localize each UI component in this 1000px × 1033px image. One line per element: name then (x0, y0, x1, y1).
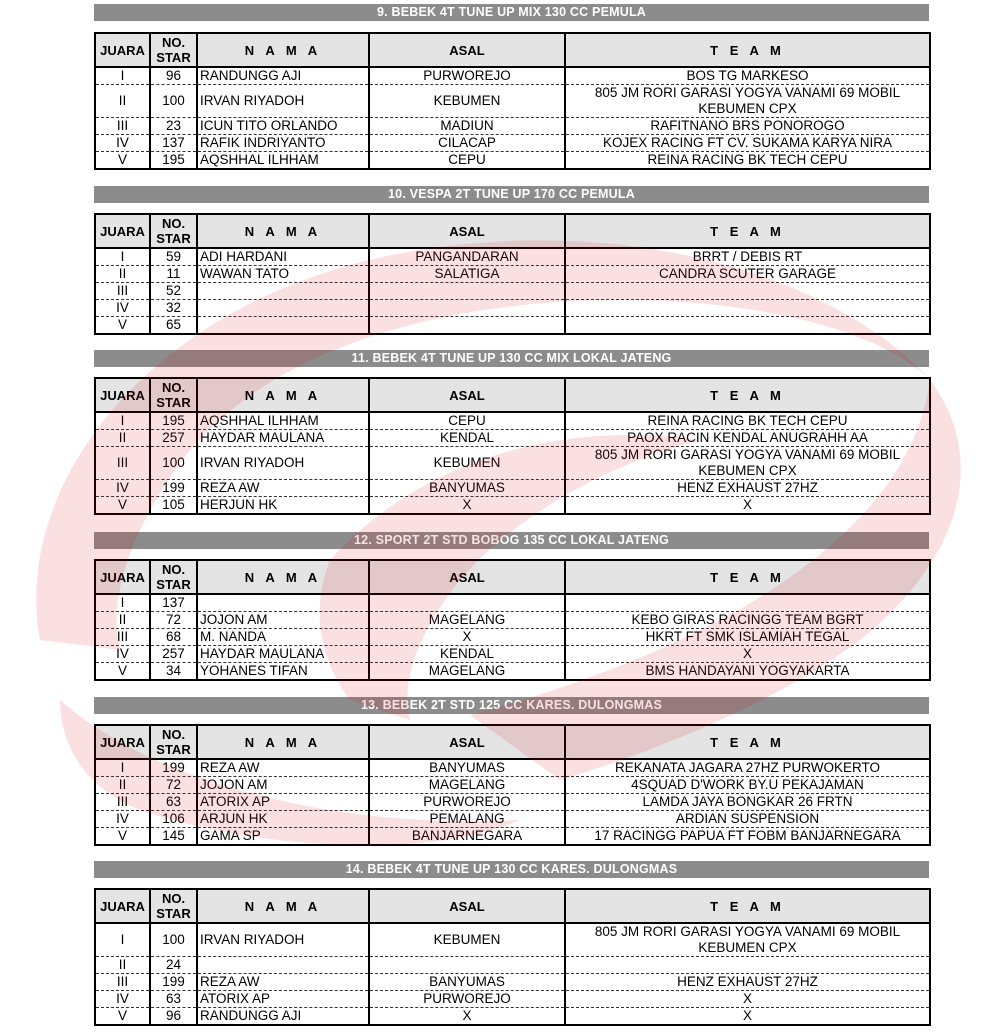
table-row (95, 1008, 930, 1026)
header-no-star (150, 560, 197, 594)
table-row (95, 828, 930, 846)
no-star-cell: 65 (150, 317, 197, 335)
team-cell: 4SQUAD D'WORK BY.U PEKAJAMAN (565, 777, 930, 794)
nama-cell: IRVAN RIYADOH (197, 923, 369, 957)
header-star-label: STAR (156, 231, 191, 246)
asal-cell: KENDAL (369, 646, 565, 663)
juara-cell: V (95, 152, 150, 170)
juara-cell: IV (95, 480, 150, 497)
table-row (95, 412, 930, 430)
header-asal: ASAL (369, 378, 565, 412)
no-star-cell: 63 (150, 991, 197, 1008)
juara-cell: III (95, 629, 150, 646)
header-nama: N A M A (197, 725, 369, 759)
team-cell: HENZ EXHAUST 27HZ (565, 974, 930, 991)
header-no-star (150, 33, 197, 67)
nama-cell: ADI HARDANI (197, 248, 369, 266)
table-row (95, 646, 930, 663)
team-cell (565, 317, 930, 335)
nama-cell: REZA AW (197, 974, 369, 991)
section-title: 14. BEBEK 4T TUNE UP 130 CC KARES. DULONGMAS (94, 861, 929, 878)
no-star-cell: 59 (150, 248, 197, 266)
table-row (95, 612, 930, 629)
nama-cell (197, 957, 369, 974)
juara-cell: II (95, 85, 150, 118)
team-cell: HENZ EXHAUST 27HZ (565, 480, 930, 497)
juara-cell: IV (95, 646, 150, 663)
no-star-cell: 100 (150, 923, 197, 957)
header-team: T E A M (565, 725, 930, 759)
no-star-cell: 257 (150, 430, 197, 447)
no-star-cell: 137 (150, 594, 197, 612)
nama-cell: HAYDAR MAULANA (197, 430, 369, 447)
juara-cell: IV (95, 300, 150, 317)
nama-cell (197, 594, 369, 612)
no-star-cell: 199 (150, 759, 197, 777)
nama-cell: HERJUN HK (197, 497, 369, 515)
nama-cell: RANDUNGG AJI (197, 67, 369, 85)
team-cell: REKANATA JAGARA 27HZ PURWOKERTO (565, 759, 930, 777)
table-row (95, 594, 930, 612)
section-title: 11. BEBEK 4T TUNE UP 130 CC MIX LOKAL JATENG (94, 350, 929, 367)
asal-cell: PURWOREJO (369, 991, 565, 1008)
asal-cell: BANJARNEGARA (369, 828, 565, 846)
asal-cell: PANGANDARAN (369, 248, 565, 266)
no-star-cell: 100 (150, 447, 197, 480)
asal-cell: BANYUMAS (369, 974, 565, 991)
asal-cell (369, 957, 565, 974)
no-star-cell: 32 (150, 300, 197, 317)
nama-cell (197, 300, 369, 317)
no-star-cell: 72 (150, 777, 197, 794)
header-no-label: NO. (161, 216, 186, 231)
asal-cell: X (369, 629, 565, 646)
table-header (95, 560, 930, 594)
nama-cell: GAMA SP (197, 828, 369, 846)
header-star-label: STAR (156, 577, 191, 592)
section-title: 12. SPORT 2T STD BOBOG 135 CC LOKAL JATENG (94, 532, 929, 549)
team-cell: 805 JM RORI GARASI YOGYA VANAMI 69 MOBIL KEBUMEN CPX (565, 85, 930, 118)
table-row (95, 957, 930, 974)
no-star-cell: 52 (150, 283, 197, 300)
asal-cell: CILACAP (369, 135, 565, 152)
nama-cell: ATORIX AP (197, 991, 369, 1008)
asal-cell: BANYUMAS (369, 759, 565, 777)
team-cell: REINA RACING BK TECH CEPU (565, 152, 930, 170)
asal-cell: KEBUMEN (369, 447, 565, 480)
no-star-cell: 145 (150, 828, 197, 846)
table-row (95, 135, 930, 152)
team-cell: REINA RACING BK TECH CEPU (565, 412, 930, 430)
header-no-star (150, 725, 197, 759)
team-cell: X (565, 646, 930, 663)
team-cell: X (565, 1008, 930, 1026)
header-no-star (150, 214, 197, 248)
table-row (95, 248, 930, 266)
no-star-cell: 100 (150, 85, 197, 118)
juara-cell: V (95, 1008, 150, 1026)
juara-cell: I (95, 412, 150, 430)
table-header (95, 725, 930, 759)
table-row (95, 67, 930, 85)
header-nama: N A M A (197, 33, 369, 67)
header-nama: N A M A (197, 378, 369, 412)
no-star-cell: 257 (150, 646, 197, 663)
no-star-cell: 63 (150, 794, 197, 811)
asal-cell: MADIUN (369, 118, 565, 135)
nama-cell: ARJUN HK (197, 811, 369, 828)
header-no-star (150, 378, 197, 412)
table-row (95, 152, 930, 170)
nama-cell: RAFIK INDRIYANTO (197, 135, 369, 152)
table-row (95, 85, 930, 118)
asal-cell: CEPU (369, 412, 565, 430)
juara-cell: V (95, 828, 150, 846)
table-row (95, 663, 930, 681)
no-star-cell: 195 (150, 412, 197, 430)
juara-cell: I (95, 759, 150, 777)
header-juara: JUARA (95, 560, 150, 594)
nama-cell: RANDUNGG AJI (197, 1008, 369, 1026)
results-table (94, 559, 931, 681)
team-cell: 805 JM RORI GARASI YOGYA VANAMI 69 MOBIL KEBUMEN CPX (565, 447, 930, 480)
juara-cell: II (95, 430, 150, 447)
header-asal: ASAL (369, 214, 565, 248)
header-star-label: STAR (156, 906, 191, 921)
nama-cell (197, 317, 369, 335)
juara-cell: V (95, 317, 150, 335)
table-row (95, 794, 930, 811)
table-row (95, 991, 930, 1008)
juara-cell: III (95, 283, 150, 300)
table-header (95, 33, 930, 67)
team-cell: X (565, 497, 930, 515)
juara-cell: IV (95, 991, 150, 1008)
nama-cell: IRVAN RIYADOH (197, 85, 369, 118)
no-star-cell: 195 (150, 152, 197, 170)
asal-cell: KEBUMEN (369, 923, 565, 957)
juara-cell: IV (95, 135, 150, 152)
header-nama: N A M A (197, 214, 369, 248)
team-cell: KOJEX RACING FT CV. SUKAMA KARYA NIRA (565, 135, 930, 152)
team-cell: BRRT / DEBIS RT (565, 248, 930, 266)
header-juara: JUARA (95, 214, 150, 248)
no-star-cell: 72 (150, 612, 197, 629)
table-row (95, 777, 930, 794)
header-nama: N A M A (197, 560, 369, 594)
nama-cell: JOJON AM (197, 777, 369, 794)
nama-cell: REZA AW (197, 759, 369, 777)
juara-cell: III (95, 794, 150, 811)
asal-cell: MAGELANG (369, 663, 565, 681)
table-row (95, 629, 930, 646)
table-row (95, 447, 930, 480)
header-team: T E A M (565, 889, 930, 923)
juara-cell: I (95, 923, 150, 957)
juara-cell: I (95, 594, 150, 612)
header-asal: ASAL (369, 889, 565, 923)
table-row (95, 480, 930, 497)
team-cell (565, 594, 930, 612)
asal-cell: X (369, 497, 565, 515)
nama-cell: AQSHHAL ILHHAM (197, 152, 369, 170)
team-cell: CANDRA SCUTER GARAGE (565, 266, 930, 283)
nama-cell: ICUN TITO ORLANDO (197, 118, 369, 135)
team-cell (565, 957, 930, 974)
asal-cell: MAGELANG (369, 777, 565, 794)
team-cell: KEBO GIRAS RACINGG TEAM BGRT (565, 612, 930, 629)
nama-cell (197, 283, 369, 300)
header-star-label: STAR (156, 742, 191, 757)
header-juara: JUARA (95, 378, 150, 412)
table-row (95, 317, 930, 335)
no-star-cell: 105 (150, 497, 197, 515)
no-star-cell: 24 (150, 957, 197, 974)
juara-cell: II (95, 777, 150, 794)
nama-cell: WAWAN TATO (197, 266, 369, 283)
juara-cell: III (95, 974, 150, 991)
nama-cell: AQSHHAL ILHHAM (197, 412, 369, 430)
section-title: 10. VESPA 2T TUNE UP 170 CC PEMULA (94, 186, 929, 203)
table-row (95, 283, 930, 300)
no-star-cell: 199 (150, 480, 197, 497)
no-star-cell: 199 (150, 974, 197, 991)
nama-cell: REZA AW (197, 480, 369, 497)
asal-cell: MAGELANG (369, 612, 565, 629)
results-table (94, 377, 931, 515)
header-team: T E A M (565, 33, 930, 67)
no-star-cell: 106 (150, 811, 197, 828)
juara-cell: I (95, 248, 150, 266)
table-row (95, 759, 930, 777)
section-title: 9. BEBEK 4T TUNE UP MIX 130 CC PEMULA (94, 4, 929, 21)
no-star-cell: 68 (150, 629, 197, 646)
juara-cell: III (95, 447, 150, 480)
no-star-cell: 96 (150, 67, 197, 85)
asal-cell: BANYUMAS (369, 480, 565, 497)
asal-cell (369, 300, 565, 317)
team-cell: X (565, 991, 930, 1008)
table-row (95, 430, 930, 447)
table-row (95, 923, 930, 957)
nama-cell: M. NANDA (197, 629, 369, 646)
table-header (95, 378, 930, 412)
nama-cell: IRVAN RIYADOH (197, 447, 369, 480)
table-row (95, 266, 930, 283)
results-table (94, 32, 931, 170)
header-nama: N A M A (197, 889, 369, 923)
asal-cell (369, 317, 565, 335)
no-star-cell: 96 (150, 1008, 197, 1026)
header-juara: JUARA (95, 725, 150, 759)
header-team: T E A M (565, 378, 930, 412)
team-cell: ARDIAN SUSPENSION (565, 811, 930, 828)
table-header (95, 889, 930, 923)
header-star-label: STAR (156, 50, 191, 65)
team-cell: HKRT FT SMK ISLAMIAH TEGAL (565, 629, 930, 646)
nama-cell: HAYDAR MAULANA (197, 646, 369, 663)
header-no-label: NO. (161, 727, 186, 742)
team-cell: BMS HANDAYANI YOGYAKARTA (565, 663, 930, 681)
header-no-star (150, 889, 197, 923)
table-row (95, 118, 930, 135)
header-no-label: NO. (161, 891, 186, 906)
nama-cell: JOJON AM (197, 612, 369, 629)
asal-cell (369, 283, 565, 300)
asal-cell: KENDAL (369, 430, 565, 447)
table-row (95, 497, 930, 515)
asal-cell: PURWOREJO (369, 67, 565, 85)
team-cell: RAFITNANO BRS PONOROGO (565, 118, 930, 135)
asal-cell: KEBUMEN (369, 85, 565, 118)
header-no-label: NO. (161, 380, 186, 395)
asal-cell: SALATIGA (369, 266, 565, 283)
no-star-cell: 137 (150, 135, 197, 152)
header-team: T E A M (565, 560, 930, 594)
juara-cell: V (95, 663, 150, 681)
no-star-cell: 23 (150, 118, 197, 135)
juara-cell: II (95, 266, 150, 283)
nama-cell: YOHANES TIFAN (197, 663, 369, 681)
header-no-label: NO. (161, 562, 186, 577)
header-star-label: STAR (156, 395, 191, 410)
asal-cell: X (369, 1008, 565, 1026)
asal-cell: PEMALANG (369, 811, 565, 828)
team-cell: 17 RACINGG PAPUA FT FOBM BANJARNEGARA (565, 828, 930, 846)
header-juara: JUARA (95, 889, 150, 923)
team-cell: LAMDA JAYA BONGKAR 26 FRTN (565, 794, 930, 811)
results-table (94, 213, 931, 335)
section-title: 13. BEBEK 2T STD 125 CC KARES. DULONGMAS (94, 697, 929, 714)
nama-cell: ATORIX AP (197, 794, 369, 811)
header-asal: ASAL (369, 33, 565, 67)
table-row (95, 300, 930, 317)
header-team: T E A M (565, 214, 930, 248)
team-cell (565, 300, 930, 317)
header-asal: ASAL (369, 725, 565, 759)
juara-cell: II (95, 957, 150, 974)
juara-cell: I (95, 67, 150, 85)
juara-cell: III (95, 118, 150, 135)
no-star-cell: 11 (150, 266, 197, 283)
no-star-cell: 34 (150, 663, 197, 681)
juara-cell: V (95, 497, 150, 515)
team-cell (565, 283, 930, 300)
asal-cell: CEPU (369, 152, 565, 170)
team-cell: BOS TG MARKESO (565, 67, 930, 85)
table-row (95, 811, 930, 828)
results-table (94, 888, 931, 1026)
juara-cell: IV (95, 811, 150, 828)
asal-cell (369, 594, 565, 612)
team-cell: 805 JM RORI GARASI YOGYA VANAMI 69 MOBIL KEBUMEN CPX (565, 923, 930, 957)
results-table (94, 724, 931, 846)
table-row (95, 974, 930, 991)
table-header (95, 214, 930, 248)
header-juara: JUARA (95, 33, 150, 67)
team-cell: PAOX RACIN KENDAL ANUGRAHH AA (565, 430, 930, 447)
header-no-label: NO. (161, 35, 186, 50)
asal-cell: PURWOREJO (369, 794, 565, 811)
header-asal: ASAL (369, 560, 565, 594)
juara-cell: II (95, 612, 150, 629)
